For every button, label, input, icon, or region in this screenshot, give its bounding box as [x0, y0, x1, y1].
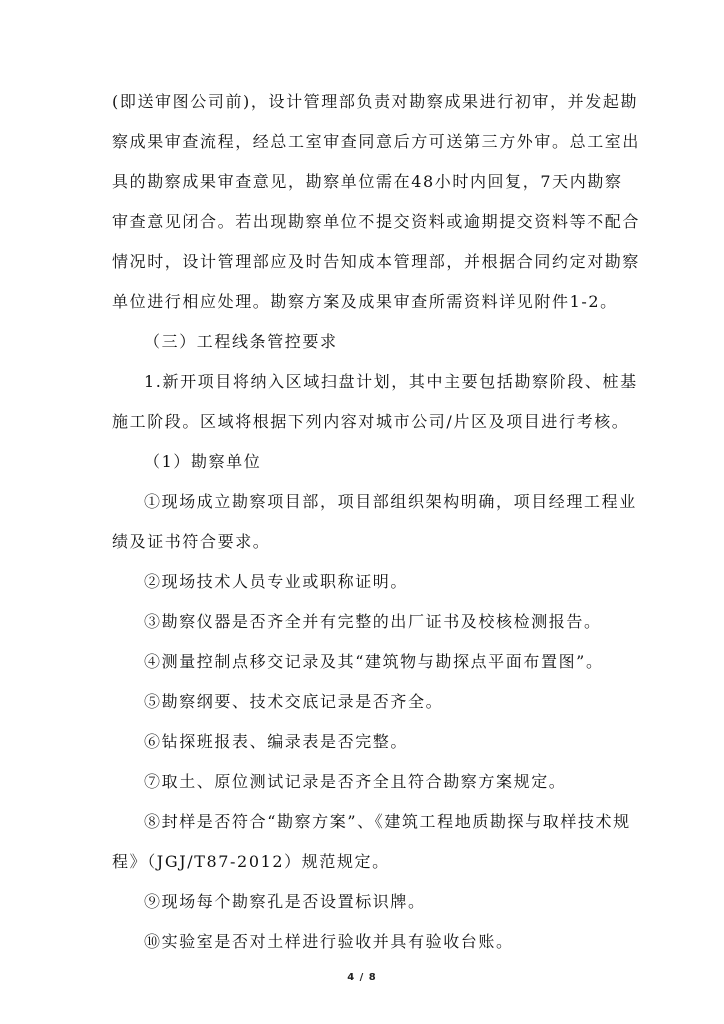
list-item: ⑥钻探班报表、编录表是否完整。 [144, 732, 409, 751]
paragraph-line: (即送审图公司前)，设计管理部负责对勘察成果进行初审，并发起勘 [112, 92, 639, 111]
list-item: ⑨现场每个勘察孔是否设置标识牌。 [144, 892, 426, 911]
list-item: ④测量控制点移交记录及其“建筑物与勘探点平面布置图”。 [144, 652, 604, 671]
paragraph-line: 单位进行相应处理。勘察方案及成果审查所需资料详见附件1-2。 [112, 292, 618, 311]
list-item: ⑤勘察纲要、技术交底记录是否齐全。 [144, 692, 444, 711]
paragraph-line: 审查意见闭合。若出现勘察单位不提交资料或逾期提交资料等不配合 [112, 212, 641, 231]
paragraph-line: 情况时，设计管理部应及时告知成本管理部，并根据合同约定对勘察 [112, 252, 641, 271]
paragraph-line: 察成果审查流程，经总工室审查同意后方可送第三方外审。总工室出 [112, 132, 641, 151]
paragraph-line: 1.新开项目将纳入区域扫盘计划，其中主要包括勘察阶段、桩基 [144, 372, 638, 391]
subsection-heading: （1）勘察单位 [144, 452, 262, 471]
paragraph-line: 施工阶段。区域将根据下列内容对城市公司/片区及项目进行考核。 [112, 412, 630, 431]
list-item-continuation: 绩及证书符合要求。 [112, 532, 271, 551]
list-item: ⑧封样是否符合“勘察方案”、《建筑工程地质勘探与取样技术规 [144, 812, 631, 831]
list-item: ⑩实验室是否对土样进行验收并具有验收台账。 [144, 932, 514, 951]
page-number: 4 / 8 [347, 972, 377, 983]
paragraph-line: 具的勘察成果审查意见，勘察单位需在48小时内回复，7天内勘察 [112, 172, 623, 191]
list-item: ①现场成立勘察项目部，项目部组织架构明确，项目经理工程业 [144, 492, 637, 511]
list-item: ⑦取土、原位测试记录是否齐全且符合勘察方案规定。 [144, 772, 567, 791]
list-item: ②现场技术人员专业或职称证明。 [144, 572, 409, 591]
list-item: ③勘察仪器是否齐全并有完整的出厂证书及校核检测报告。 [144, 612, 602, 631]
section-heading: （三）工程线条管控要求 [144, 332, 338, 351]
list-item-continuation: 程》（JGJ/T87-2012）规范规定。 [112, 852, 390, 871]
